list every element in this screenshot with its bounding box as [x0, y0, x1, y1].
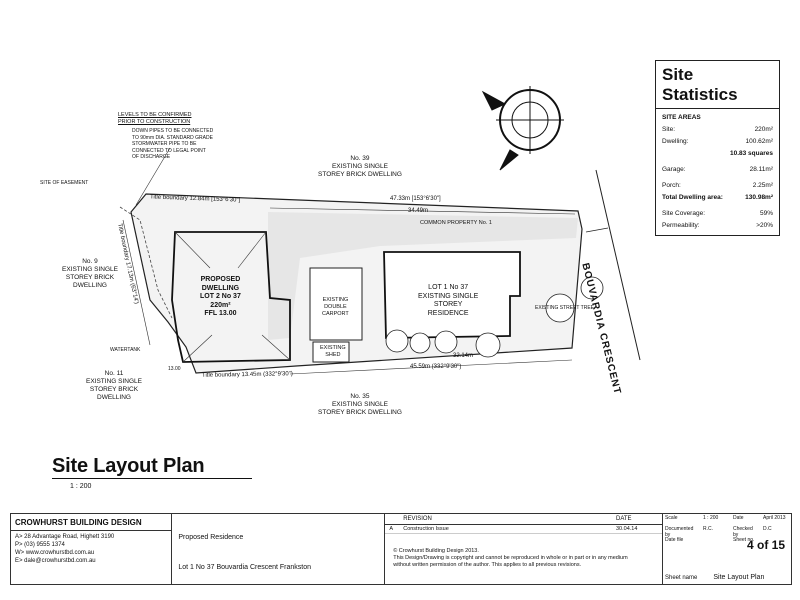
sheet-number: 4 of 15	[746, 538, 785, 552]
stat-porch: Porch: 2.25m²	[662, 181, 773, 189]
dim-title-boundary-top: Title boundary 12.84m [153°6'30"]	[149, 194, 241, 204]
north-compass	[483, 86, 564, 170]
revision-cell: REVISION DATE A Construction Issue 30.04.14 © Crowhurst Building Design 2013. This Design/Drawing is copyright and cannot be reproduced in whole or in part or in any medium without written permission of the author. This applies to all previous revisions.	[385, 514, 663, 584]
project-cell	[172, 514, 385, 584]
carport-label: EXISTING DOUBLE CARPORT	[322, 297, 349, 317]
site-statistics-panel	[655, 60, 780, 236]
shed-label: EXISTING SHED	[320, 345, 346, 358]
title-underline	[52, 478, 252, 479]
street-name: BOUVARDIA CRESCENT	[579, 262, 623, 396]
firm-address: A> 28 Advantage Road, Highett 3190 P> (03) 9555 1374 W> www.crowhurstbd.com.au E> dale@crowhurstbd.com.au	[15, 534, 115, 564]
firm-name: CROWHURST BUILDING DESIGN	[11, 514, 171, 531]
stat-dwelling: Dwelling: 100.62m²	[662, 137, 773, 145]
dim-title-boundary-left: Title boundary 17.13m (63°14')	[116, 223, 140, 305]
stat-total: Total Dwelling area: 130.98m²	[662, 193, 773, 201]
street-tree-label: EXISTING STREET TREE	[535, 305, 594, 311]
copyright-note: © Crowhurst Building Design 2013. This Design/Drawing is copyright and cannot be reproduced in whole or in part or in any medium without written permission of the author. This applies to all previous revisions.	[393, 548, 628, 568]
dim-4733: 47.33m [153°6'30"]	[390, 196, 441, 202]
neighbour-no9: No. 9 EXISTING SINGLE STOREY BRICK DWELLING	[62, 258, 118, 289]
dim-3449: 34.49m	[408, 208, 429, 214]
downpipe-note: DOWN PIPES TO BE CONNECTED TO 90mm DIA. STANDARD GRADE STORMWATER PIPE TO BE CONNECTED TO LEGAL POINT OF DISCHARGE	[132, 128, 214, 160]
site-statistics-title: Site Statistics	[656, 61, 779, 109]
sheet-name: Sheet name Site Layout Plan	[665, 574, 765, 581]
stat-site: Site: 220m²	[662, 125, 773, 133]
project-address: Lot 1 No 37 Bouvardia Crescent Frankston	[178, 564, 312, 571]
plan-title: Site Layout Plan	[52, 455, 205, 477]
neighbour-no39: No. 39 EXISTING SINGLE STOREY BRICK DWELLING	[318, 155, 402, 178]
spot-level: 13.00	[168, 366, 181, 372]
site-areas-heading: SITE AREAS	[662, 114, 701, 121]
dim-3214: 32.14m	[453, 353, 474, 359]
watertank-label: WATERTANK	[110, 347, 141, 353]
stat-permeability: Permeability: >20%	[662, 221, 773, 229]
lot1-label: LOT 1 No 37 EXISTING SINGLE STOREY RESIDENCE	[418, 284, 479, 317]
common-property-label: COMMON PROPERTY No. 1	[420, 220, 492, 226]
dim-title-boundary-bottom: Title boundary 13.45m (332°9'30")	[201, 371, 293, 379]
project-name: Proposed Residence	[178, 534, 244, 541]
plan-scale: 1 : 200	[70, 483, 92, 490]
levels-note: LEVELS TO BE CONFIRMED PRIOR TO CONSTRUCTION	[118, 112, 192, 125]
sheet-meta-cell: Scale 1 : 200 Date April 2013 Documented by R.C. Checked by D.C Date file Sheet no. 4 of 15 Sheet name Site Layout Plan	[665, 515, 786, 581]
easement-label: SITE OF EASEMENT	[40, 180, 89, 186]
firm-cell	[11, 514, 172, 584]
stat-coverage: Site Coverage: 59%	[662, 209, 773, 217]
stat-squares: 10.83 squares	[729, 149, 773, 157]
dim-4559: 45.59m (332°9'30")	[410, 364, 462, 370]
neighbour-no35: No. 35 EXISTING SINGLE STOREY BRICK DWELLING	[318, 393, 402, 416]
neighbour-no11: No. 11 EXISTING SINGLE STOREY BRICK DWELLING	[86, 370, 142, 401]
proposed-dwelling-label: PROPOSED DWELLING LOT 2 No 37 220m² FFL 13.00	[200, 276, 241, 317]
title-block	[10, 513, 792, 585]
stat-garage: Garage: 28.11m²	[662, 165, 773, 173]
